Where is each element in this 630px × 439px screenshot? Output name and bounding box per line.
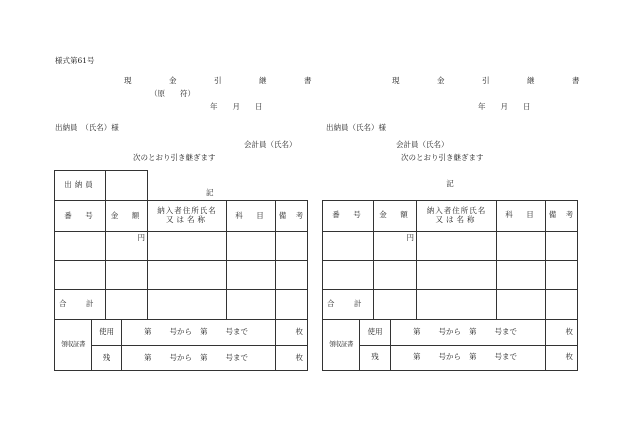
used-count[interactable]: 枚: [546, 319, 578, 345]
header-item: 科 目: [227, 201, 276, 232]
row2-note[interactable]: [276, 261, 308, 290]
total-label: 合 計: [55, 290, 106, 320]
seal-label-cell: [55, 171, 106, 201]
accountant-left: 会計員（氏名）: [244, 140, 297, 149]
header-amount: 金 額: [106, 201, 148, 232]
subtitle-original-stub: （原 符）: [150, 89, 195, 98]
total-label: 合 計: [323, 289, 374, 319]
recipient-left: 出納員 （氏名）様: [55, 123, 119, 132]
row1-amount[interactable]: [106, 232, 148, 261]
yen-unit: 円: [137, 233, 145, 242]
remaining-range[interactable]: 第 号から 第 号まで: [122, 346, 276, 371]
row1-amount[interactable]: [374, 231, 417, 260]
row1-payer[interactable]: [148, 232, 227, 261]
ledger-table-left: [54, 170, 308, 371]
total-item[interactable]: [227, 290, 276, 320]
row2-item[interactable]: [227, 261, 276, 290]
memo-mark-cell-right: [323, 170, 578, 200]
remaining-label: 残: [92, 346, 122, 371]
used-range[interactable]: 第 号から 第 号まで: [122, 320, 276, 346]
header-note: 備 考: [546, 200, 578, 231]
remaining-count[interactable]: 枚: [546, 345, 578, 370]
remaining-count[interactable]: 枚: [276, 346, 308, 371]
used-label: 使用: [360, 319, 391, 345]
date-line-left: 年 月 日: [210, 102, 263, 111]
yen-unit: 円: [406, 232, 414, 242]
total-note[interactable]: [546, 289, 578, 319]
title-right: 現 金 引 継 書: [392, 76, 595, 85]
row1-payer[interactable]: [417, 231, 497, 260]
row2-note[interactable]: [546, 260, 578, 289]
used-count[interactable]: 枚: [276, 320, 308, 346]
row2-payer[interactable]: [148, 261, 227, 290]
receipt-book-label: 領収証書: [55, 320, 92, 371]
form-number: 様式第61号: [55, 56, 95, 65]
row2-number[interactable]: [55, 261, 106, 290]
row1-number[interactable]: [55, 232, 106, 261]
transfer-text-left: 次のとおり引き継ぎます: [133, 153, 216, 162]
header-item: 科 目: [497, 200, 546, 231]
memo-mark-cell: [148, 171, 308, 201]
total-amount[interactable]: [106, 290, 148, 320]
remaining-range[interactable]: 第 号から 第 号まで: [391, 345, 546, 370]
total-note[interactable]: [276, 290, 308, 320]
recipient-right: 出納員（氏名）様: [326, 123, 386, 132]
accountant-right: 会計員（氏名）: [396, 140, 449, 149]
total-item[interactable]: [497, 289, 546, 319]
row2-item[interactable]: [497, 260, 546, 289]
header-note: 備 考: [276, 201, 308, 232]
seal-stamp-cell[interactable]: [106, 171, 148, 201]
header-amount: 金 額: [374, 200, 417, 231]
memo-mark: 記: [206, 188, 214, 198]
title-left: 現 金 引 継 書: [124, 76, 327, 85]
header-number: 番 号: [323, 200, 374, 231]
row1-item[interactable]: [227, 232, 276, 261]
row2-number[interactable]: [323, 260, 374, 289]
header-payer: 納入者住所氏名 又は名称: [148, 201, 227, 232]
date-line-right: 年 月 日: [478, 102, 531, 111]
row1-note[interactable]: [546, 231, 578, 260]
row1-number[interactable]: [323, 231, 374, 260]
transfer-text-right: 次のとおり引き継ぎます: [401, 153, 484, 162]
row2-payer[interactable]: [417, 260, 497, 289]
used-range[interactable]: 第 号から 第 号まで: [391, 319, 546, 345]
remaining-label: 残: [360, 345, 391, 370]
memo-mark: 記: [446, 179, 454, 189]
used-label: 使用: [92, 320, 122, 346]
row1-item[interactable]: [497, 231, 546, 260]
row1-note[interactable]: [276, 232, 308, 261]
row2-amount[interactable]: [374, 260, 417, 289]
ledger-table-right: [322, 170, 578, 371]
row2-amount[interactable]: [106, 261, 148, 290]
receipt-book-label: 領収証書: [323, 319, 360, 370]
total-amount[interactable]: [374, 289, 417, 319]
seal-label: 出納員: [64, 180, 96, 190]
header-payer: 納入者住所氏名 又は名称: [417, 200, 497, 231]
total-payer[interactable]: [417, 289, 497, 319]
total-payer[interactable]: [148, 290, 227, 320]
header-number: 番 号: [55, 201, 106, 232]
